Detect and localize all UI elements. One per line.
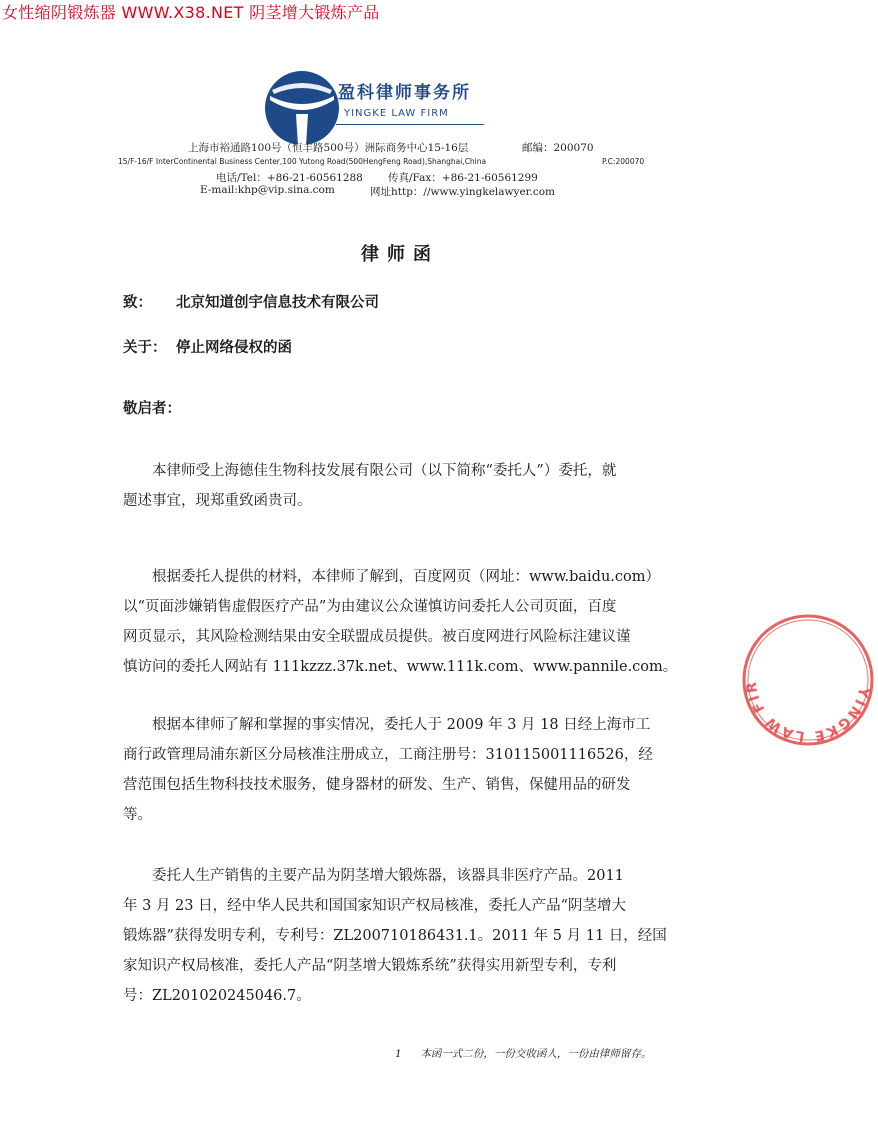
paragraph-line: 号：ZL201020245046.7。 [123, 988, 311, 1004]
re-label: 关于： [123, 339, 167, 356]
banner-text: 女性缩阴锻炼器 WWW.X38.NET 阴茎增大锻炼产品 [2, 3, 380, 22]
letter-title: 律师函 [361, 244, 439, 265]
firm-name-cn: 盈科律师事务所 [338, 83, 471, 103]
subject-line: 停止网络侵权的函 [176, 339, 292, 356]
paragraph-line: 根据本律师了解和掌握的事实情况，委托人于 2009 年 3 月 18 日经上海市工 [152, 717, 651, 733]
postcode-cn: 邮编：200070 [522, 142, 594, 154]
address-cn: 上海市裕通路100号（恒丰路500号）洲际商务中心15-16层 [188, 142, 469, 154]
paragraph-line: 家知识产权局核准，委托人产品“阴茎增大锻炼系统”获得实用新型专利，专利 [123, 958, 617, 974]
svg-text:YINGKE LAW FIRM [738, 610, 872, 744]
to-label: 致： [123, 294, 152, 311]
paragraph-line: 年 3 月 23 日，经中华人民共和国国家知识产权局核准，委托人产品“阴茎增大 [123, 898, 627, 914]
address-en: 15/F-16/F InterContinental Business Center,100 Yutong Road(500HengFeng Road),Shanghai,China [118, 157, 487, 166]
paragraph-line: 题述事宜，现郑重致函贵司。 [123, 493, 312, 509]
paragraph-line: 网页显示，其风险检测结果由安全联盟成员提供。被百度网进行风险标注建议谨 [123, 629, 631, 645]
footnote [395, 1046, 651, 1061]
law-firm-seal-icon [738, 610, 878, 750]
paragraph-line: 慎访问的委托人网站有 111kzzz.37k.net、www.111k.com、www.pannile.com。 [123, 659, 678, 675]
telephone: 电话/Tel：+86-21-60561288 [216, 172, 363, 184]
recipient-name: 北京知道创宇信息技术有限公司 [176, 294, 379, 311]
footnote-number: 1 [395, 1048, 402, 1060]
website: 网址http：//www.yingkelawyer.com [370, 186, 556, 198]
footnote-text: 本函一式二份，一份交收函人，一份由律师留存。 [420, 1048, 652, 1060]
paragraph-line: 营范围包括生物科技技术服务，健身器材的研发、生产、销售，保健用品的研发 [123, 777, 631, 793]
paragraph-3 [123, 710, 683, 830]
paragraph-1 [123, 456, 683, 516]
postcode-en: P.C:200070 [602, 157, 645, 166]
paragraph-line: 本律师受上海德佳生物科技发展有限公司（以下简称“委托人”）委托，就 [152, 463, 617, 479]
paragraph-line: 根据委托人提供的材料，本律师了解到，百度网页（网址：www.baidu.com） [152, 569, 661, 585]
paragraph-line: 委托人生产销售的主要产品为阴茎增大锻炼器，该器具非医疗产品。2011 [152, 868, 624, 884]
fax: 传真/Fax：+86-21-60561299 [388, 172, 538, 184]
firm-name-en: YINGKE LAW FIRM [344, 108, 449, 119]
paragraph-line: 商行政管理局浦东新区分局核准注册成立，工商注册号：310115001116526，经 [123, 747, 653, 763]
paragraph-line: 锻炼器”获得发明专利，专利号：ZL200710186431.1。2011 年 5 月 11 日，经国 [123, 928, 667, 944]
firm-logo-icon [262, 68, 342, 148]
seal-text: YINGKE LAW FIR [743, 679, 872, 745]
paragraph-2 [123, 562, 683, 682]
paragraph-line: 等。 [123, 807, 152, 823]
firm-name-divider [336, 124, 484, 125]
paragraph-line: 以“页面涉嫌销售虚假医疗产品”为由建议公众谨慎访问委托人公司页面，百度 [123, 599, 617, 615]
email: E-mail:khp@vip.sina.com [200, 184, 335, 196]
salutation: 敬启者： [123, 400, 181, 417]
paragraph-4 [123, 861, 683, 1011]
